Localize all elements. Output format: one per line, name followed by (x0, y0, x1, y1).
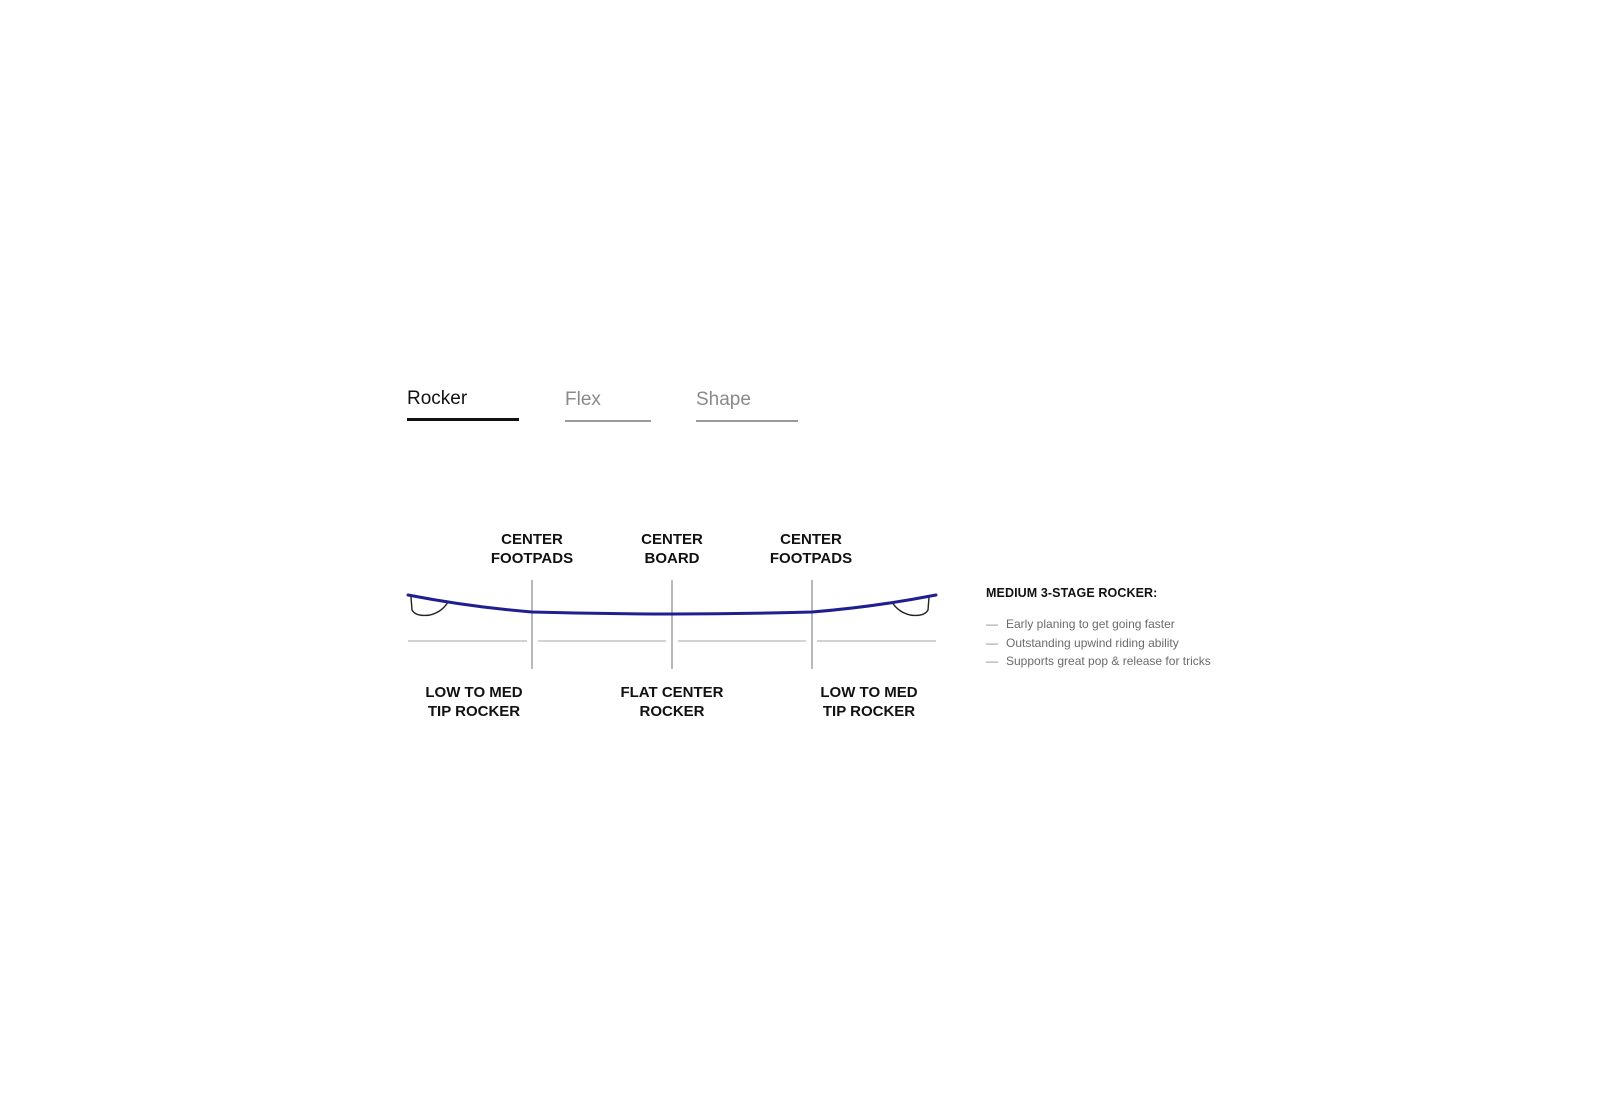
label-line: FLAT CENTER (620, 684, 724, 701)
dash-icon: — (986, 617, 998, 631)
label-line: CENTER (641, 531, 703, 548)
spec-item-text: Supports great pop & release for tricks (1006, 654, 1211, 668)
spec-item-text: Outstanding upwind riding ability (1006, 635, 1179, 650)
label-line: CENTER (501, 531, 563, 548)
label-line: TIP ROCKER (822, 703, 916, 720)
label-line: LOW TO MED (425, 684, 523, 701)
spec-title: MEDIUM 3-STAGE ROCKER: (986, 586, 1158, 600)
tab-rocker[interactable]: Rocker (407, 388, 519, 421)
rocker-profile-diagram (400, 575, 940, 675)
tab-flex[interactable]: Flex (565, 389, 651, 422)
dash-icon: — (986, 635, 998, 650)
label-center-footpads-right (726, 530, 896, 568)
label-line: BOARD (644, 550, 700, 567)
list-item (986, 634, 1306, 653)
label-line: TIP ROCKER (427, 703, 521, 720)
label-tip-rocker-right (784, 683, 954, 721)
label-line: ROCKER (639, 703, 705, 720)
rocker-spec (986, 586, 1306, 671)
label-line: FOOTPADS (769, 550, 853, 567)
label-flat-center-rocker (587, 683, 757, 721)
spec-list (986, 615, 1306, 671)
label-line: LOW TO MED (820, 684, 918, 701)
label-line: FOOTPADS (490, 550, 574, 567)
dash-icon: — (986, 654, 998, 668)
label-tip-rocker-left (389, 683, 559, 721)
label-line: CENTER (780, 531, 842, 548)
list-item (986, 615, 1306, 634)
list-item (986, 652, 1306, 671)
spec-item-text: Early planing to get going faster (1006, 617, 1175, 631)
tab-shape[interactable]: Shape (696, 389, 798, 422)
